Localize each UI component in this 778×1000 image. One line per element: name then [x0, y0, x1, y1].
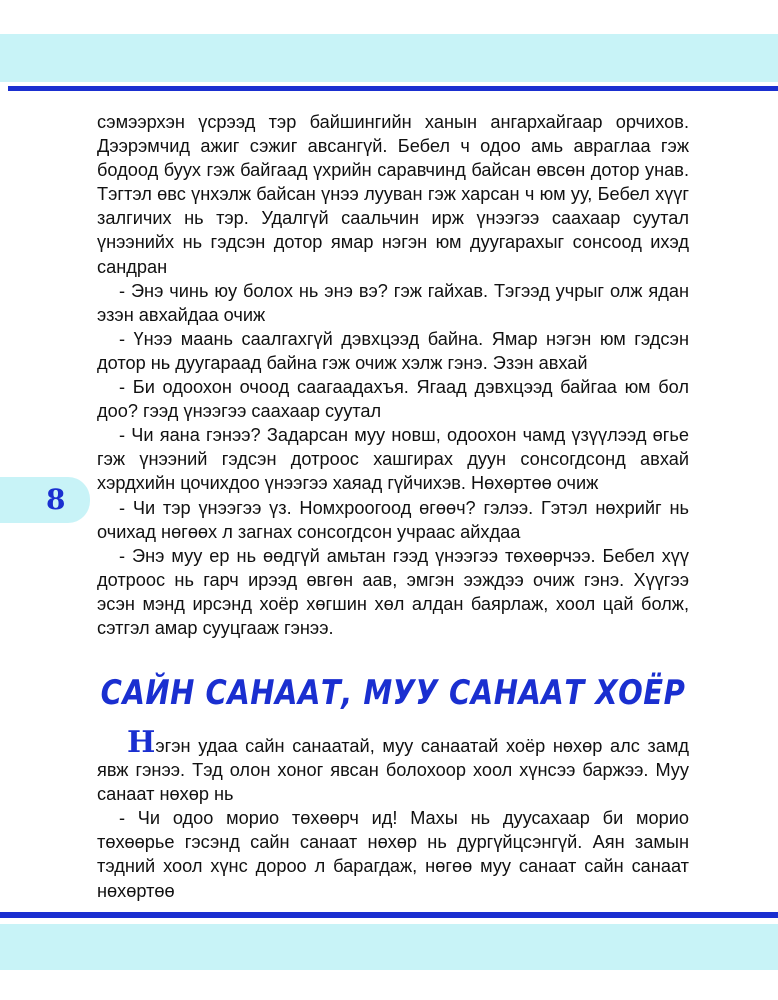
story-two-paragraph-2: - Чи одоо морио төхөөрч ид! Махы нь дуусахаар би морио төхөөрье гэсэнд сайн санаат нөхөр нь дургүйцсэнгүй. Аян замын тэдний хоол хүнс дороо л барагдаж, нөгөө муу санаат сайн санаат нөхөртөө	[97, 808, 689, 901]
story-two-paragraph-1-text: эгэн удаа сайн санаатай, муу санаатай хоёр нөхөр алс замд явж гэнээ. Тэд олон хоног явсан болохоор хоол хүнсээ баржээ. Муу санаат нөхөр нь	[97, 736, 689, 805]
story-one-paragraph-2: - Энэ чинь юу болох нь энэ вэ? гэж гайхав. Тэгээд учрыг олж ядан эзэн авхайдаа очиж	[97, 280, 689, 325]
story-one-paragraph-4: - Би одоохон очоод саагаадахъя. Ягаад дэвхцээд байгаа юм бол доо? гээд үнээгээ саахаар суутал	[97, 377, 689, 422]
story-two-paragraph-1	[97, 725, 689, 806]
footer-band	[0, 924, 778, 970]
story-one-paragraph-6: - Чи тэр үнээгээ үз. Номхроогоод өгөөч? гэлээ. Гэтэл нөхрийг нь очихад нөгөөх л загнах сонсогдсон учраас айхдаа	[97, 497, 689, 542]
page-number-tab	[0, 477, 90, 523]
story-one-paragraph-5: - Чи яана гэнээ? Задарсан муу новш, одоохон чамд үзүүлээд өгье гэж үнээний гэдсэн дотроос хашгирах дуун сонсогдсонд авхай хэрдхийн цочихдоо үнээгээ хаяад гүйчихэв. Нөхөртөө очиж	[97, 425, 689, 494]
story-one-paragraph-3: - Үнээ маань саалгахгүй дэвхцээд байна. Ямар нэгэн юм гэдсэн дотор нь дуугараад байна гэж очиж хэлж гэнэ. Эзэн авхай	[97, 328, 689, 373]
header-rule	[8, 86, 778, 91]
drop-cap: Н	[127, 725, 156, 760]
story-one-text	[97, 110, 689, 640]
story-one-paragraph-7: - Энэ муу ер нь өөдгүй амьтан гээд үнээгээ төхөөрчээ. Бебел хүү дотроос нь гарч ирээд өвгөн аав, эмгэн ээждээ очиж гэнэ. Хүүгээ эсэн мэнд ирсэнд хоёр хөгшин хөл алдан баярлаж, хоол цай болж, сэтгэл амар сууцгааж гэнээ.	[97, 545, 689, 638]
story-one-paragraph-1: сэмээрхэн үсрээд тэр байшингийн ханын ангархайгаар орчихов. Дээрэмчид ажиг сэжиг авсангүй. Бебел ч одоо амь авраглаа гэж бодоод буух гэж байгаад үхрийн саравчинд байсан өвсөн дотор унав. Тэгтэл өвс үнхэлж байсан үнээ лууван гэж харсан ч юм уу, Бебел хүүг залгичих нь тэр. Удалгүй саальчин ирж үнээгээ саахаар суутал үнээнийх нь гэдсэн дотор ямар нэгэн юм дуугарахыг сонсоод ихэд сандран	[97, 112, 689, 277]
header-band	[0, 34, 778, 82]
page-number: 8	[46, 483, 66, 516]
footer-rule	[0, 912, 778, 918]
story-two-text	[97, 725, 689, 903]
story-two-title: САЙН САНААТ, МУУ САНААТ ХОЁР	[100, 672, 686, 713]
